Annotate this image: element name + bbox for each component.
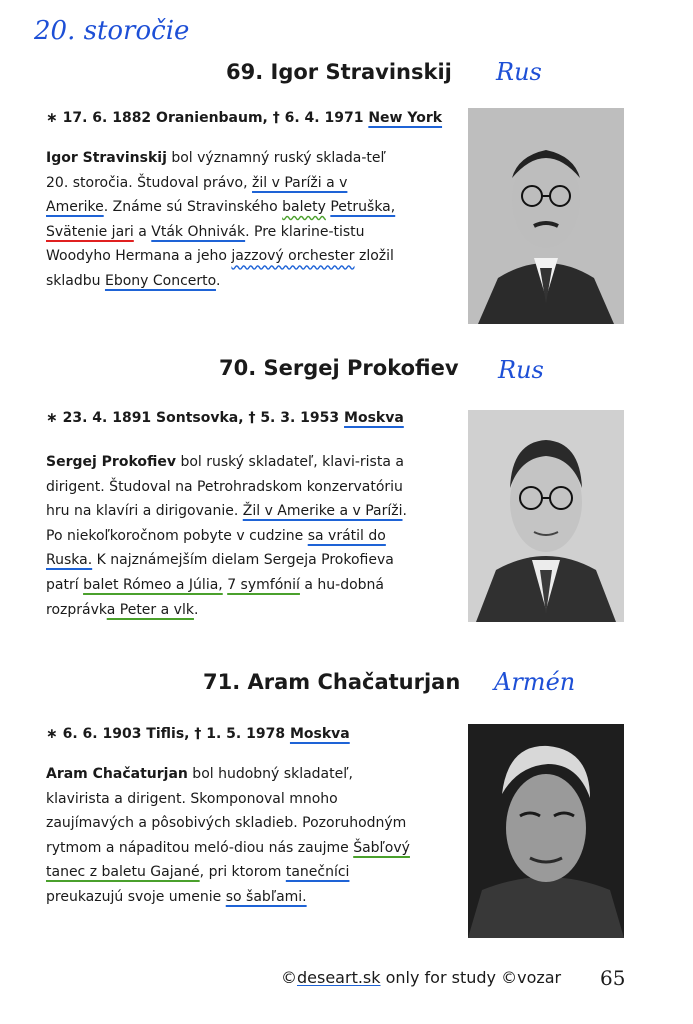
underlined-phrase: balety [282,199,326,216]
underlined-phrase: Svätenie jari [46,223,134,240]
section-paragraph [46,146,411,294]
footer-copyright [281,968,561,987]
life-dates-text: ∗ 23. 4. 1891 Sontsovka, † 5. 3. 1953 [46,410,345,426]
paragraph-text: . Známe sú Stravinského [103,199,283,216]
underlined-phrase: a Peter a vlk [106,601,194,618]
handwritten-note: Rus [496,58,542,86]
section-body [46,450,411,622]
underlined-phrase: Ebony Concerto [104,272,216,289]
underlined-phrase: žil v Paríži a v Amerike [46,174,348,216]
paragraph-text: zložil skladbu [46,248,394,289]
paragraph-text: . [215,272,221,289]
composer-name: Aram Chačaturjan [46,766,188,782]
section-title: 69. Igor Stravinskij [226,60,452,84]
portrait-chacaturjan [468,724,624,938]
underlined-phrase: Žil v Amerike a v Paríži [242,503,403,520]
section-paragraph [46,450,411,622]
paragraph-text: preukazujú svoje umenie [46,888,226,905]
death-place: Moskva [289,726,350,742]
portrait-prokofiev [468,410,624,622]
paragraph-text: . Pre klarine-tistu Woodyho Hermana a jeho [46,223,365,265]
section-body [46,146,411,294]
underlined-phrase: jazzový orchester [231,248,355,265]
death-place: Moskva [344,410,404,426]
life-dates [46,726,350,742]
life-dates-text: ∗ 17. 6. 1882 Oranienbaum, † 6. 4. 1971 [46,110,369,126]
section-paragraph [46,762,411,910]
composer-name: Sergej Prokofiev [46,454,177,470]
section-title: 71. Aram Chačaturjan [203,670,461,694]
paragraph-text: bol ruský skladateľ, klavi-rista a dirigent. Študoval na Petrohradskom konzervatóriu hru na klavíri a dirigovanie. [46,454,404,520]
paragraph-text: a hu-dobná rozprávk [46,576,385,618]
underlined-phrase: balet Rómeo a Júlia, [83,576,223,593]
underlined-phrase: 7 symfónií [227,576,300,593]
composer-name: Igor Stravinskij [46,150,167,166]
life-dates [46,110,442,126]
page-number: 65 [600,966,626,990]
underlined-phrase: Petruška, [330,199,396,216]
handwritten-note: Armén [494,668,576,696]
portrait-stravinskij [468,108,624,324]
underlined-phrase: Šabľový tanec z baletu Gajané [46,839,410,881]
paragraph-text: . Po niekoľkoročnom pobyte v cudzine [46,503,407,544]
paragraph-text: , pri ktorom [199,864,286,881]
paragraph-text: K najznámejším dielam Sergeja Prokofieva patrí [46,552,394,593]
footer-text: only for study ©vozar [380,968,562,987]
paragraph-text: a [133,223,152,240]
portrait-photo [468,724,624,938]
paragraph-text: bol hudobný skladateľ, klavirista a dirigent. Skomponoval mnoho zaujímavých a pôsobivých skladieb. Pozoruhodným rytmom a nápaditou meló-diou nás zaujme [46,766,407,856]
handwritten-heading: 20. storočie [34,16,190,46]
death-place: New York [368,110,443,126]
footer-site-link[interactable]: deseart.sk [297,968,381,987]
portrait-photo [468,410,624,622]
underlined-phrase: sa vrátil do Ruska. [46,527,386,569]
life-dates-text: ∗ 6. 6. 1903 Tiflis, † 1. 5. 1978 [46,726,290,742]
section-title: 70. Sergej Prokofiev [219,356,459,380]
portrait-photo [468,108,624,324]
paragraph-text: bol významný ruský sklada-teľ 20. storočia. Študoval právo, [46,150,386,191]
underlined-phrase: so šabľami. [225,888,307,905]
copyright-symbol: © [281,968,297,987]
paragraph-text: . [193,601,199,618]
handwritten-note: Rus [498,356,544,384]
life-dates [46,410,404,426]
section-body [46,762,411,910]
underlined-phrase: Vták Ohnivák [151,223,246,240]
underlined-phrase: tanečníci [285,864,350,881]
